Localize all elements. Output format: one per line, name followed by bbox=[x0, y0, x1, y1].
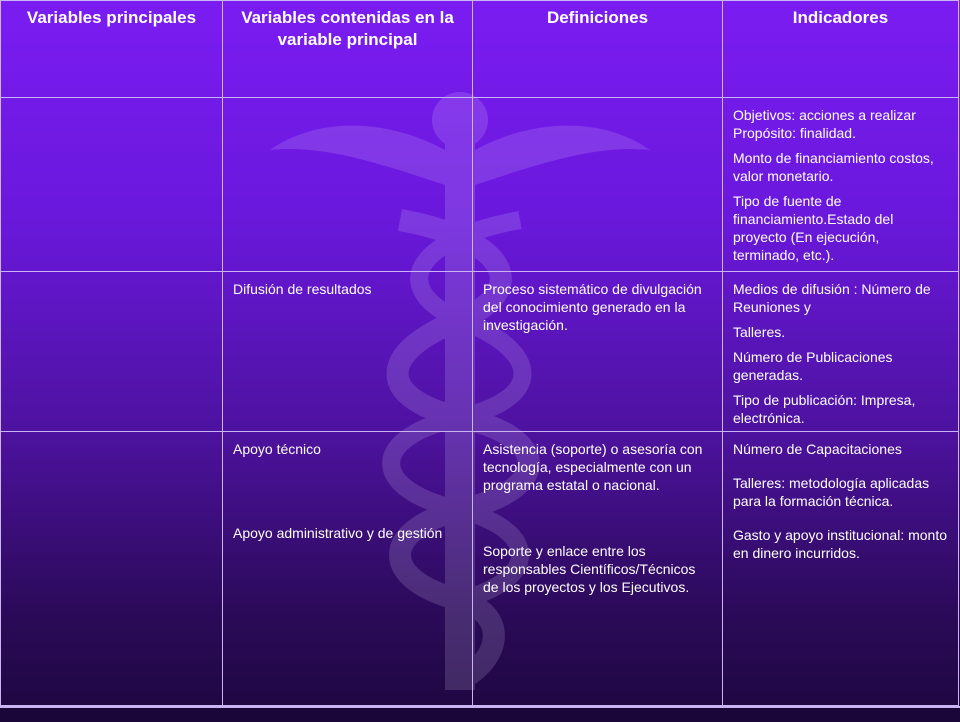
table-row bbox=[1, 432, 959, 706]
cell-contained-variable bbox=[223, 432, 473, 706]
table-row bbox=[1, 272, 959, 432]
cell-main-variable bbox=[1, 98, 223, 272]
cell-contained-variable bbox=[223, 98, 473, 272]
cell-main-variable bbox=[1, 432, 223, 706]
cell-definition bbox=[473, 432, 723, 706]
cell-main-variable bbox=[1, 272, 223, 432]
cell-indicators bbox=[723, 272, 959, 432]
cell-definition bbox=[473, 272, 723, 432]
cell-indicators bbox=[723, 98, 959, 272]
indicator-item: Gasto y apoyo institucional: monto en dinero incurridos. bbox=[733, 527, 948, 561]
cell-contained-variable bbox=[223, 272, 473, 432]
indicator-item: Tipo de publicación: Impresa, electrónica. bbox=[733, 392, 916, 426]
definition-item: Soporte y enlace entre los responsables Científicos/Técnicos de los proyectos y los Ejecutivos. bbox=[483, 543, 696, 595]
indicator-item: Talleres: metodología aplicadas para la formación técnica. bbox=[733, 475, 930, 509]
table-row bbox=[1, 98, 959, 272]
definition-item: Proceso sistemático de divulgación del conocimiento generado en la investigación. bbox=[483, 281, 702, 333]
contained-variable-item: Difusión de resultados bbox=[233, 281, 372, 297]
contained-variable-item: Apoyo técnico bbox=[233, 441, 321, 457]
cell-indicators bbox=[723, 432, 959, 706]
indicator-item: Número de Publicaciones generadas. bbox=[733, 349, 893, 383]
indicator-item: Número de Capacitaciones bbox=[733, 441, 902, 457]
indicator-item: Talleres. bbox=[733, 324, 786, 340]
definition-item: Asistencia (soporte) o asesoría con tecnología, especialmente con un programa estatal o nacional. bbox=[483, 441, 703, 493]
indicator-item: Monto de financiamiento costos, valor monetario. bbox=[733, 150, 934, 184]
cell-definition bbox=[473, 98, 723, 272]
header-variables-contenidas: Variables contenidas en la variable principal bbox=[223, 1, 473, 98]
table-header-row bbox=[1, 1, 959, 98]
contained-variable-item: Apoyo administrativo y de gestión bbox=[233, 525, 443, 541]
header-indicadores: Indicadores bbox=[723, 1, 959, 98]
indicator-item: Objetivos: acciones a realizar Propósito: finalidad. bbox=[733, 107, 916, 141]
indicator-item: Tipo de fuente de financiamiento.Estado del proyecto (En ejecución, terminado, etc.). bbox=[733, 193, 894, 263]
header-definiciones: Definiciones bbox=[473, 1, 723, 98]
indicator-item: Medios de difusión : Número de Reuniones y bbox=[733, 281, 931, 315]
header-variables-principales: Variables principales bbox=[1, 1, 223, 98]
